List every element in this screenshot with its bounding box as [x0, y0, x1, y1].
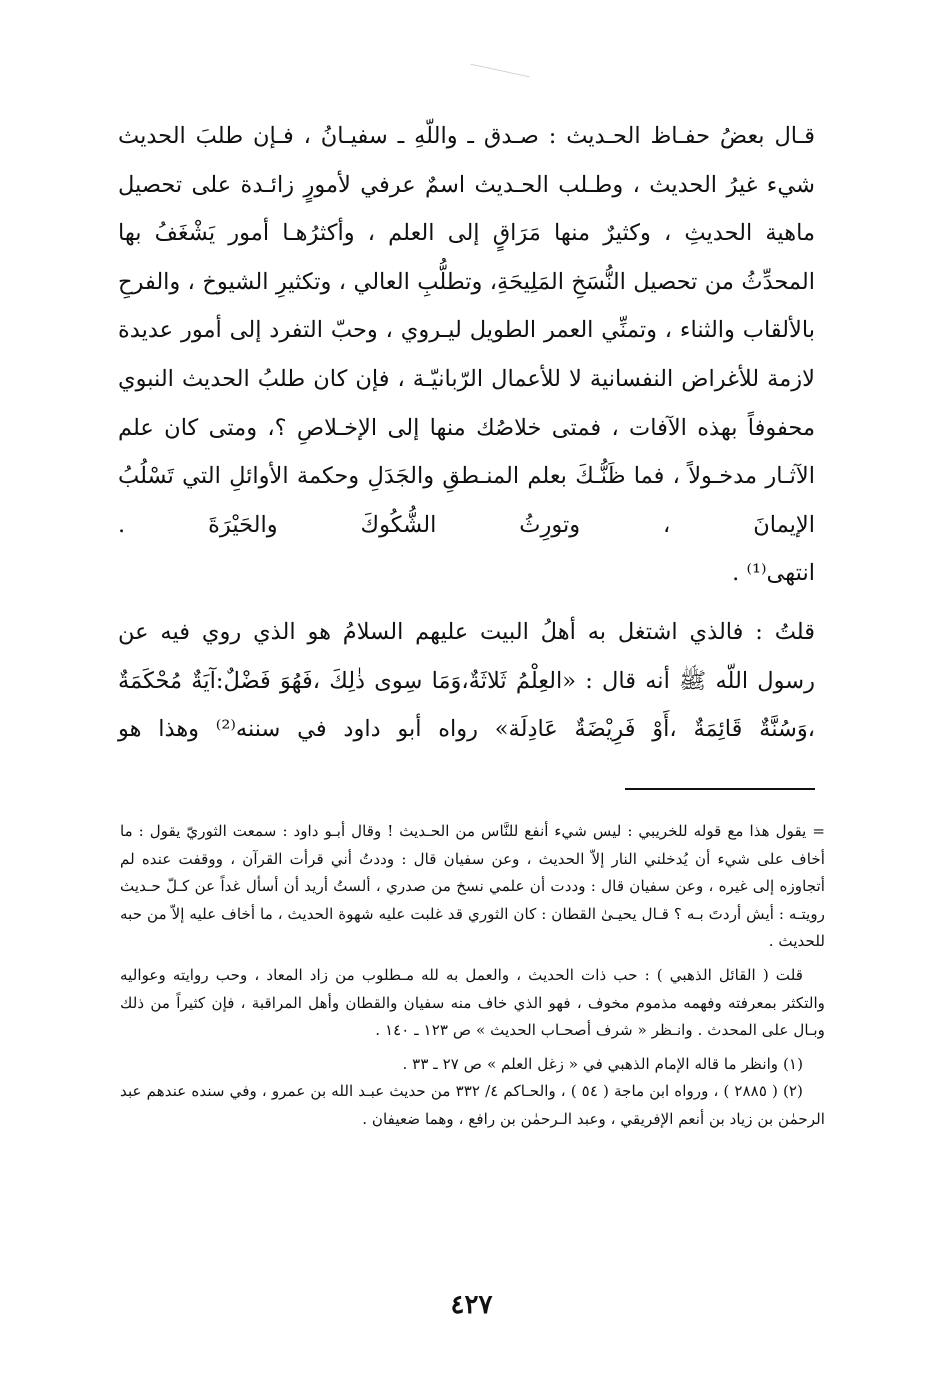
footnote-continuation: = يقول هذا مع قوله للخريبي : ليس شيء أنفع للنَّاس من الحـديث ! وقال أبـو داود : سمعت الثوريّ يقول : ما أخاف على شيء أن يُدخلني النار إلاّ الحديث ، وعن سفيان قال : وددتُ أني قرأت القرآن ، ووقفت عنده لم أتجاوزه إلى غيره ، وعن سفيان قال : وددت أن علمي نسخ من صدري ، ألستُ أريد أن أسأل غداً عن كـلّ حـديث رويتـه : أيش أردتَ بـه ؟ قـال يحيـىٰ القطان : كان الثوري قد غلبت عليه شهوة الحديث ، ما أخاف عليه إلاّ من حبه للحديث .	[120, 822, 825, 951]
footnote-dhahabi-comment: قلت ( القائل الذهبي ) : حب ذات الحديث ، والعمل به لله مـطلوب من زاد المعاد ، وحب روايته وعواليه والتكثر بمعرفته وفهمه مذموم مخوف ، فهو الذي خاف منه سفيان والقطان وأهل المراقبة ، فإن كثيراً من ذلك وبـال على المحدث . وانـظر « شرف أصحـاب الحديث » ص ١٢٣ ـ ١٤٠ .	[120, 965, 825, 1040]
main-paragraph-1: قـال بعضُ حفـاظ الحـديث : صـدق ـ واللّهِ ـ سفيـانُ ، فـإن طلبَ الحديث شيء غيرُ الحديث ، وطـلب الحـديث اسمٌ عرفي لأمورٍ زائـدة على تحصيل ماهية الحديثِ ، وكثيرٌ منها مَرَاقٍ إلى العلم ، وأكثرُهـا أمور يَشْغَفُ بها المحدِّثُ من تحصيل النُّسَخِ المَلِيحَةِ، وتطلُّبِ العالي ، وتكثيرِ الشيوخ ، والفرحِ بالألقاب والثناء ، وتمنِّي العمر الطويل ليـروي ، وحبّ التفرد إلى أمور عديدة لازمة للأغراض النفسانية لا للأعمال الرّبانيّـة ، فإن كان طلبُ الحديث النبوي محفوفاً بهذه الآفات ، فمتى خلاصُك منها إلى الإخـلاصِ ؟، ومتى كان علم الآثـار مدخـولاً ، فما ظَنُّـكَ بعلم المنـطقِ والجَدَلِ وحكمة الأوائلِ التي تَسْلُبُ الإيمانَ ، وتورِثُ الشُّكُوكَ والحَيْرَةَ .	[118, 123, 815, 538]
footnote-1: (١) وانظر ما قاله الإمام الذهبي في « زغل العلم » ص ٢٧ ـ ٣٣ .	[402, 1054, 803, 1073]
scan-artifact-line	[471, 64, 530, 77]
footnotes-block	[120, 818, 825, 1134]
footnote-separator	[625, 788, 815, 790]
page-number: ٤٢٧	[450, 1290, 493, 1320]
main-paragraph-3: قلتُ : فالذي اشتغل به أهلُ البيت عليهم السلامُ هو الذي روي فيه عن رسول اللّه ﷺ أنه قال : «العِلْمُ ثَلاثَةٌ،وَمَا سِوى ذٰلِكَ ،فَهُوَ فَضْلٌ:آيَةٌ مُحْكَمَةٌ ،وَسُنَّةٌ قَائِمَةٌ ،أَوْ فَرِيْضَةٌ عَادِلَة» رواه أبو داود في سننه⁽²⁾ وهذا هو	[118, 618, 815, 743]
main-text-block	[118, 112, 815, 754]
main-paragraph-2: انتهى⁽¹⁾ .	[732, 560, 815, 587]
footnote-2: (٢) ( ٢٨٨٥ ) ، ورواه ابن ماجة ( ٥٤ ) ، والحـاكم ٤/ ٣٣٢ من حديث عبـد الله بن عمرو ، وفي سنده عندهم عبد الرحمٰن بن زياد بن أنعم الإفريقي ، وعبد الـرحمٰن بن رافع ، وهما ضعيفان .	[120, 1082, 825, 1128]
